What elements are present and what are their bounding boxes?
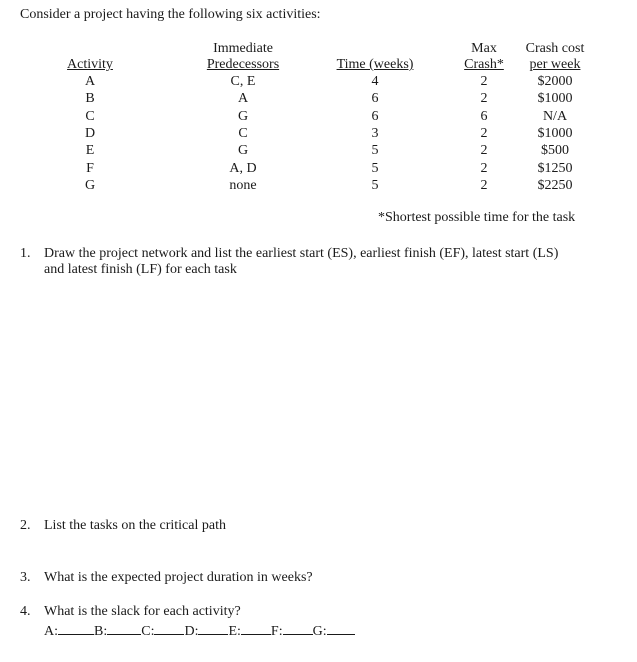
header-time-weeks: Time (weeks) — [336, 57, 414, 72]
header-predecessors-line1: Immediate — [213, 41, 273, 56]
cell-predecessors: G — [237, 143, 249, 159]
slack-label: C: — [141, 624, 155, 639]
slack-answer-blank[interactable] — [107, 622, 141, 635]
cell-predecessors: A — [237, 91, 249, 107]
cell-max-crash: 2 — [480, 91, 488, 107]
cell-max-crash: 6 — [480, 108, 488, 124]
cell-predecessors: none — [229, 177, 257, 193]
cell-crash-cost: $2250 — [537, 177, 573, 193]
cell-activity: D — [84, 125, 96, 141]
header-activity: Activity — [67, 57, 113, 72]
header-crash-cost-line1: Crash cost — [525, 41, 585, 56]
cell-max-crash: 2 — [480, 74, 488, 89]
slack-label: B: — [94, 624, 108, 639]
slack-answer-blank[interactable] — [198, 622, 228, 635]
q2-number: 2. — [20, 518, 31, 533]
cell-crash-cost: $2000 — [537, 74, 573, 89]
slack-label: A: — [44, 624, 58, 639]
cell-predecessors: A, D — [229, 160, 257, 176]
cell-activity: A — [84, 74, 96, 89]
slack-label: G: — [312, 624, 327, 639]
cell-max-crash: 2 — [480, 143, 488, 159]
cell-time: 5 — [371, 160, 379, 176]
slack-answer-blank[interactable] — [327, 622, 355, 635]
cell-time: 5 — [371, 177, 379, 193]
cell-predecessors: C — [238, 125, 248, 141]
cell-crash-cost: $1000 — [537, 125, 573, 141]
footnote: *Shortest possible time for the task — [378, 210, 576, 225]
slack-answer-blank[interactable] — [58, 622, 94, 635]
cell-activity: E — [85, 143, 95, 159]
q4-text: What is the slack for each activity? — [44, 604, 241, 619]
q1-text-line2: and latest finish (LF) for each task — [44, 262, 237, 277]
cell-crash-cost: $1250 — [537, 160, 573, 176]
slack-answer-blank[interactable] — [283, 622, 313, 635]
intro-text: Consider a project having the following six activities: — [20, 7, 321, 22]
cell-time: 6 — [371, 108, 379, 124]
slack-answer-blank[interactable] — [154, 622, 184, 635]
cell-activity: G — [84, 177, 96, 193]
q4-number: 4. — [20, 604, 31, 619]
cell-crash-cost: $500 — [541, 143, 569, 159]
cell-time: 3 — [371, 125, 379, 141]
cell-time: 5 — [371, 143, 379, 159]
q1-number: 1. — [20, 246, 31, 261]
slack-answer-line — [44, 622, 355, 639]
header-predecessors-line2: Predecessors — [206, 57, 280, 72]
slack-label: E: — [228, 624, 241, 639]
cell-max-crash: 2 — [480, 160, 488, 176]
q3-text: What is the expected project duration in weeks? — [44, 570, 313, 585]
cell-crash-cost: N/A — [542, 108, 568, 124]
cell-crash-cost: $1000 — [537, 91, 573, 107]
q1-text-line1: Draw the project network and list the earliest start (ES), earliest finish (EF), latest start (LS) — [44, 246, 559, 261]
slack-answer-blank[interactable] — [241, 622, 271, 635]
slack-label: F: — [270, 624, 283, 639]
header-max-crash-line2: Crash* — [464, 57, 504, 72]
cell-max-crash: 2 — [480, 177, 488, 193]
cell-activity: F — [86, 160, 94, 176]
cell-time: 6 — [371, 91, 379, 107]
cell-activity: B — [85, 91, 95, 107]
header-max-crash-line1: Max — [471, 41, 497, 56]
cell-activity: C — [85, 108, 95, 124]
header-crash-cost-line2: per week — [529, 57, 581, 72]
q3-number: 3. — [20, 570, 31, 585]
cell-predecessors: C, E — [230, 74, 256, 89]
cell-predecessors: G — [237, 108, 249, 124]
cell-time: 4 — [371, 74, 379, 89]
slack-label: D: — [184, 624, 199, 639]
q2-text: List the tasks on the critical path — [44, 518, 226, 533]
cell-max-crash: 2 — [480, 125, 488, 141]
